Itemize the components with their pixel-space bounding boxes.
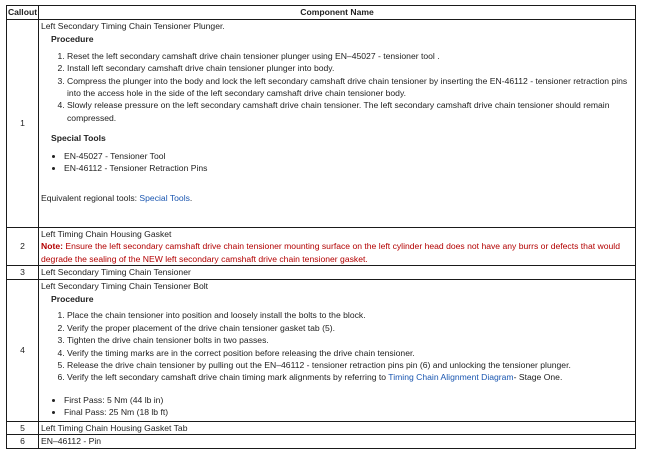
component-cell — [39, 279, 636, 421]
tool-item: • EN-46112 - Tensioner Retraction Pins — [64, 162, 633, 174]
equivalent-tools-line — [41, 192, 633, 204]
table-row — [7, 228, 636, 266]
table-header-row — [7, 6, 636, 20]
procedure-step: 2. Install left secondary camshaft drive chain tensioner plunger into body. — [67, 62, 633, 74]
special-tools-link[interactable]: Special Tools — [139, 193, 190, 204]
component-title: Left Timing Chain Housing Gasket — [41, 229, 172, 239]
torque-list — [41, 394, 633, 419]
component-cell — [39, 421, 636, 434]
callout-header: Callout — [7, 6, 39, 20]
component-title: Left Secondary Timing Chain Tensioner — [41, 267, 191, 278]
procedure-steps — [41, 309, 633, 383]
component-title: Left Secondary Timing Chain Tensioner Plunger. — [41, 21, 225, 31]
procedure-steps — [41, 50, 633, 124]
table-row — [7, 266, 636, 279]
table-row — [7, 435, 636, 448]
table-row — [7, 421, 636, 434]
procedure-step: 4. Slowly release pressure on the left secondary camshaft drive chain tensioner. The left secondary camshaft drive chain tensioner should remain compressed. — [67, 99, 633, 124]
callout-cell: 6 — [7, 435, 39, 448]
tool-item: • EN-45027 - Tensioner Tool — [64, 150, 633, 162]
procedure-step: 2. Verify the proper placement of the drive chain tensioner gasket tab (5). — [67, 322, 633, 334]
step-text: Verify the left secondary camshaft drive chain timing mark alignments by referring to — [67, 372, 389, 383]
callout-cell: 3 — [7, 266, 39, 279]
procedure-step: 5. Release the drive chain tensioner by pulling out the EN–46112 - tensioner retraction pins pin (6) and unlocking the tensioner plunger. — [67, 359, 633, 371]
step-text-end: - Stage One. — [513, 372, 563, 383]
procedure-step: 4. Verify the timing marks are in the correct position before releasing the drive chain tensioner. — [67, 347, 633, 359]
component-name-header: Component Name — [39, 6, 636, 20]
callout-cell: 1 — [7, 20, 39, 228]
component-cell — [39, 228, 636, 266]
torque-item: • First Pass: 5 Nm (44 lb in) — [64, 394, 633, 406]
procedure-step: 1. Place the chain tensioner into position and loosely install the bolts to the block. — [67, 309, 633, 321]
callout-cell: 4 — [7, 279, 39, 421]
table-row — [7, 20, 636, 228]
torque-item: • Final Pass: 25 Nm (18 lb ft) — [64, 406, 633, 418]
procedure-step — [67, 371, 633, 383]
table-row — [7, 279, 636, 421]
timing-chain-alignment-link[interactable]: Timing Chain Alignment Diagram — [388, 372, 514, 383]
equivalent-tools-text: Equivalent regional tools: — [41, 193, 140, 204]
procedure-step: 3. Compress the plunger into the body and lock the left secondary camshaft drive chain tensioner by inserting the EN-46112 - tensioner retraction pins into the access hole in the side of the left secondary camshaft drive chain tensioner body. — [67, 75, 633, 100]
component-title: Left Secondary Timing Chain Tensioner Bolt — [41, 280, 209, 291]
note-text — [41, 240, 633, 265]
component-title: EN–46112 - Pin — [41, 436, 102, 447]
component-cell — [39, 435, 636, 448]
procedure-step: 3. Tighten the drive chain tensioner bolts in two passes. — [67, 334, 633, 346]
procedure-heading: Procedure — [51, 294, 94, 305]
special-tools-heading: Special Tools — [51, 133, 106, 144]
special-tools-list — [41, 150, 633, 175]
component-cell — [39, 266, 636, 279]
component-title: Left Timing Chain Housing Gasket Tab — [41, 422, 188, 433]
component-cell — [39, 20, 636, 228]
component-table-wrapper — [6, 5, 636, 449]
note-body: Ensure the left secondary camshaft drive chain tensioner mounting surface on the left cylinder head does not have any burrs or defects that would degrade the sealing of the NEW left secondary camshaft drive chain tensioner gasket. — [41, 241, 620, 264]
component-table — [6, 5, 636, 449]
procedure-heading: Procedure — [51, 34, 94, 45]
note-label: Note: — [41, 241, 63, 252]
procedure-step: 1. Reset the left secondary camshaft drive chain tensioner plunger using EN–45027 - tensioner tool . — [67, 50, 633, 62]
callout-cell: 2 — [7, 228, 39, 266]
callout-cell: 5 — [7, 421, 39, 434]
equivalent-tools-end: . — [189, 193, 193, 204]
